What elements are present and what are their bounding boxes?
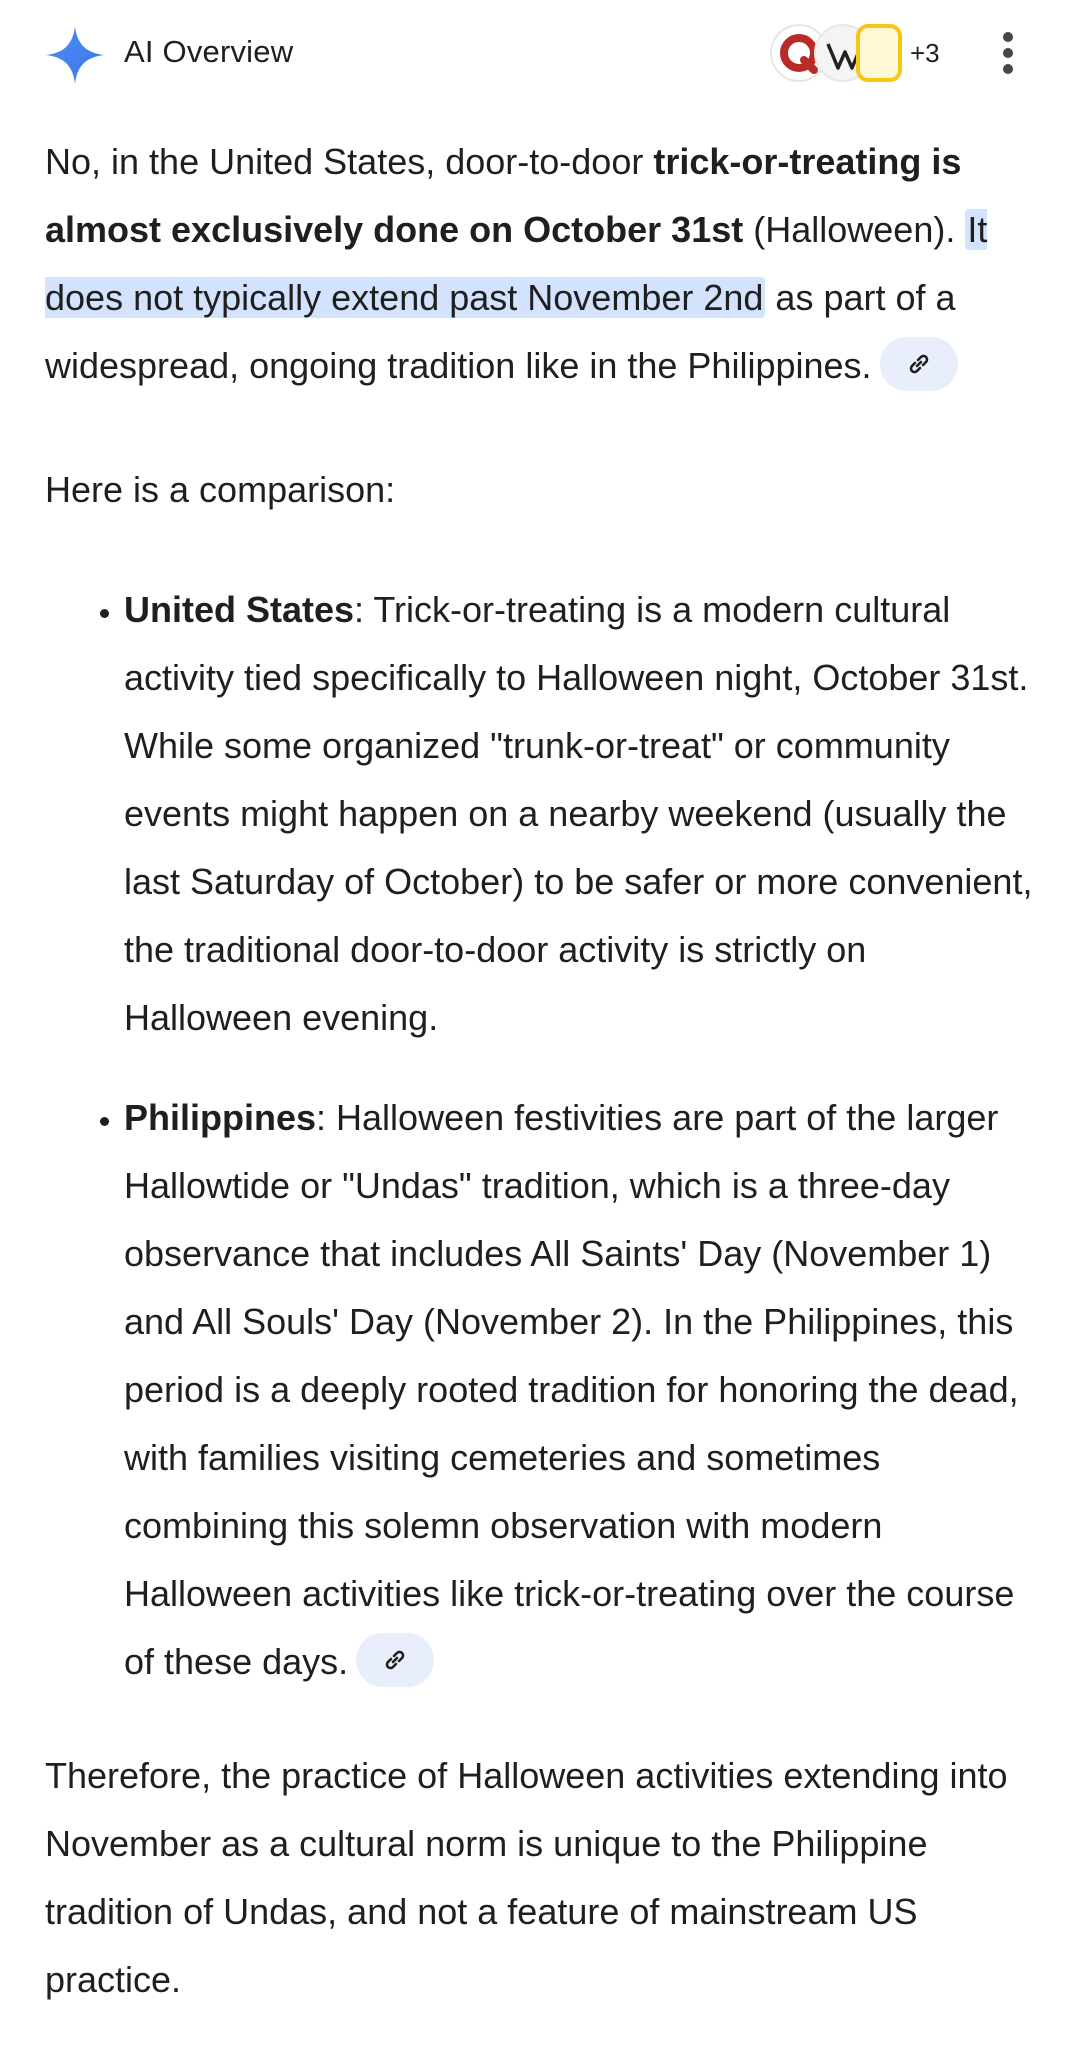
yellow-source-icon[interactable] (856, 24, 902, 82)
source-icons[interactable] (770, 24, 960, 86)
answer-bold-text: trick-or-treating is almost exclusively done on October 31st (45, 141, 962, 250)
answer-text: (Halloween). (743, 209, 966, 250)
answer-text: No, in the United States, door-to-door (45, 141, 654, 182)
link-icon (905, 350, 933, 378)
answer-paragraph (45, 128, 1035, 400)
comparison-intro: Here is a comparison: (45, 469, 396, 510)
source-link-chip[interactable] (880, 337, 958, 391)
source-link-chip[interactable] (356, 1633, 434, 1687)
list-item (124, 1084, 1035, 1696)
ai-overview-content (45, 128, 1035, 2014)
gemini-spark-icon (44, 24, 106, 86)
conclusion-paragraph: Therefore, the practice of Halloween activities extending into November as a cultural norm is unique to the Philippine tradition of Undas, and not a feature of mainstream US practice. (45, 1755, 1008, 2000)
answer-text: as part of a widespread, ongoing tradition like in the Philippines. (45, 277, 956, 386)
link-icon (381, 1646, 409, 1674)
ai-overview-header (0, 0, 1080, 108)
comparison-list (45, 576, 1035, 1696)
list-item-text: : Trick-or-treating is a modern cultural activity tied specifically to Halloween night, October 31st. While some organized "trunk-or-treat" or community events might happen on a nearby weekend (usually the last Saturday of October) to be safer or more convenient, the traditional door-to-door activity is strictly on Halloween evening. (124, 589, 1033, 1038)
more-options-icon[interactable] (996, 28, 1020, 78)
highlighted-claim[interactable]: It does not typically extend past November 2nd (45, 209, 988, 318)
list-item-term: United States (124, 589, 355, 630)
list-item-text: : Halloween festivities are part of the larger Hallowtide or "Undas" tradition, which is a three-day observance that includes All Saints' Day (November 1) and All Souls' Day (November 2). In the Philippines, this period is a deeply rooted tradition for honoring the dead, with families visiting cemeteries and sometimes combining this solemn observation with modern Halloween activities like trick-or-treating over the course of these days. (124, 1097, 1019, 1682)
list-item-term: Philippines (124, 1097, 317, 1138)
list-item (124, 576, 1035, 1052)
ai-overview-title: AI Overview (124, 34, 294, 69)
more-sources-count[interactable]: +3 (910, 38, 940, 68)
